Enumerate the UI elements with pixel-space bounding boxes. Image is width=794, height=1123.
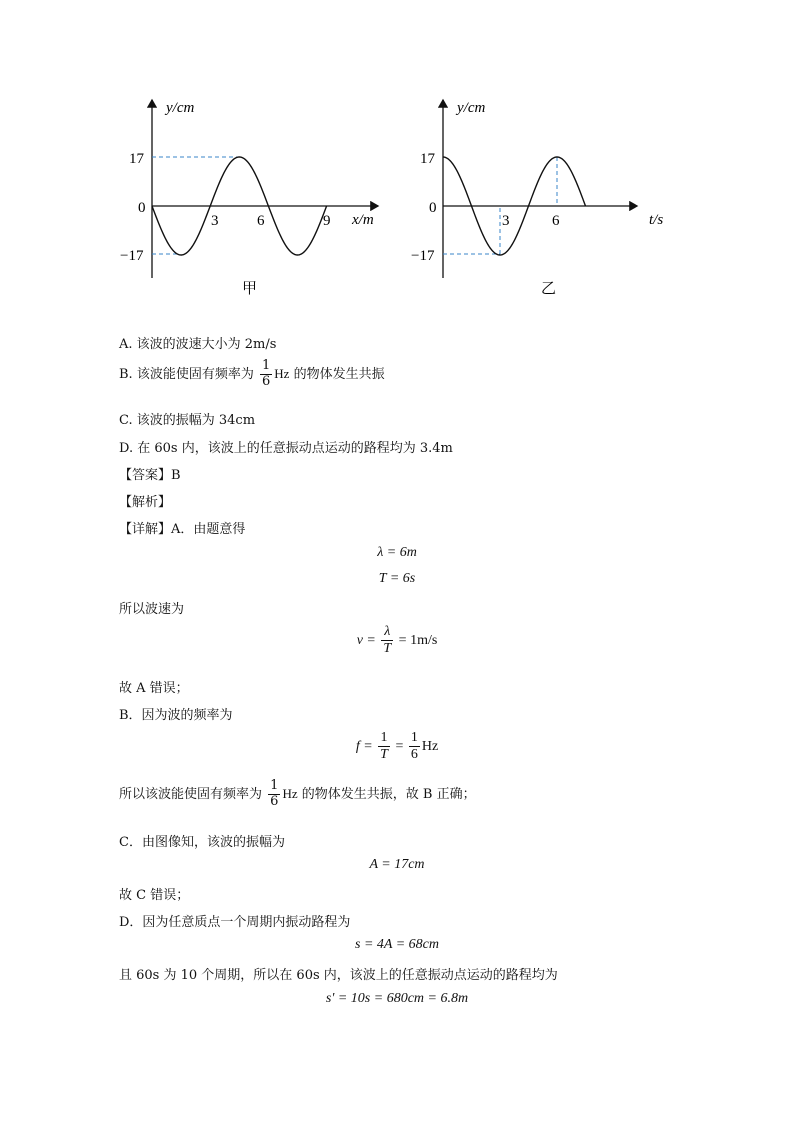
eq-v-den: T (383, 641, 392, 657)
eq-v-fraction (381, 624, 393, 657)
b-conclusion-fraction (268, 779, 280, 810)
option-b (119, 359, 385, 390)
eq-f-fraction-2 (409, 730, 420, 763)
eq-f-lhs: f = (355, 738, 373, 754)
x-axis-label: x/m (352, 212, 374, 228)
eq-v-lhs: v = (356, 632, 376, 648)
y-tick-neg: −17 (120, 248, 144, 264)
equation-path-total: s' = 10s = 680cm = 6.8m (325, 991, 469, 1006)
text-a-wrong: 故 A 错误； (119, 681, 189, 696)
text-b-intro: B．因为波的频率为 (119, 708, 233, 723)
figure-caption: 甲 (242, 281, 258, 297)
answer: 【答案】B (119, 468, 181, 483)
eq-f-unit: Hz (421, 738, 439, 754)
eq-v-num: λ (381, 624, 393, 641)
figure-vibration-t (405, 88, 705, 307)
y-axis-label: y/cm (166, 100, 195, 116)
eq-f-num1: 1 (378, 730, 390, 747)
vibration-graph-t (405, 88, 705, 303)
b-conclusion-suffix: 的物体发生共振，故 B 正确； (301, 786, 476, 802)
text-c-intro: C．由图像知，该波的振幅为 (119, 835, 285, 850)
x-tick-6: 6 (257, 213, 265, 229)
option-a: A. 该波的波速大小为 2m/s (119, 337, 277, 352)
eq-f-den1: T (380, 747, 388, 763)
figure-caption: 乙 (541, 281, 557, 297)
text-b-conclusion (119, 779, 476, 810)
origin-label: 0 (138, 200, 146, 216)
x-tick-6: 6 (552, 213, 560, 229)
fraction-denominator: 6 (261, 373, 271, 389)
equation-velocity (0, 624, 794, 657)
option-b-unit: Hz (274, 365, 290, 381)
b-conclusion-unit: Hz (282, 785, 298, 801)
x-tick-3: 3 (502, 213, 510, 229)
y-tick-pos: 17 (129, 151, 144, 167)
option-b-fraction (260, 359, 272, 390)
equation-lambda: λ = 6m (377, 545, 417, 560)
fraction-numerator: 1 (270, 778, 279, 793)
eq-f-equals: = (395, 738, 404, 754)
equation-frequency (0, 730, 794, 763)
detail-intro: 【详解】A．由题意得 (119, 522, 246, 537)
option-c: C. 该波的振幅为 34cm (119, 413, 256, 428)
analysis-title: 【解析】 (119, 495, 172, 510)
eq-v-rhs: = 1m/s (398, 632, 438, 648)
text-d-more: 且 60s 为 10 个周期，所以在 60s 内，该波上的任意振动点运动的路程均为 (119, 968, 558, 983)
fraction-denominator: 6 (270, 793, 279, 809)
x-axis-label: t/s (649, 212, 664, 228)
option-b-suffix: 的物体发生共振 (293, 366, 385, 382)
option-d: D. 在 60s 内，该波上的任意振动点运动的路程均为 3.4m (119, 441, 453, 456)
eq-f-fraction-1 (378, 730, 390, 763)
option-b-prefix: B. 该波能使固有频率为 (119, 366, 254, 382)
figure-wave-x (120, 88, 380, 307)
text-wave-speed: 所以波速为 (119, 602, 185, 617)
equation-period: T = 6s (378, 571, 416, 586)
wave-graph-x (120, 88, 380, 303)
equation-path-one-period: s = 4A = 68cm (355, 937, 439, 952)
eq-f-den2: 6 (410, 747, 418, 763)
x-tick-9: 9 (323, 213, 331, 229)
fraction-numerator: 1 (261, 358, 271, 373)
y-axis-label: y/cm (457, 100, 486, 116)
y-tick-neg: −17 (411, 248, 435, 264)
origin-label: 0 (429, 200, 437, 216)
equation-amplitude: A = 17cm (369, 857, 425, 872)
text-c-wrong: 故 C 错误； (119, 888, 190, 903)
y-tick-pos: 17 (420, 151, 435, 167)
b-conclusion-prefix: 所以该波能使固有频率为 (119, 786, 263, 802)
text-d-intro: D．因为任意质点一个周期内振动路程为 (119, 915, 351, 930)
eq-f-num2: 1 (409, 730, 420, 747)
x-tick-3: 3 (211, 213, 219, 229)
